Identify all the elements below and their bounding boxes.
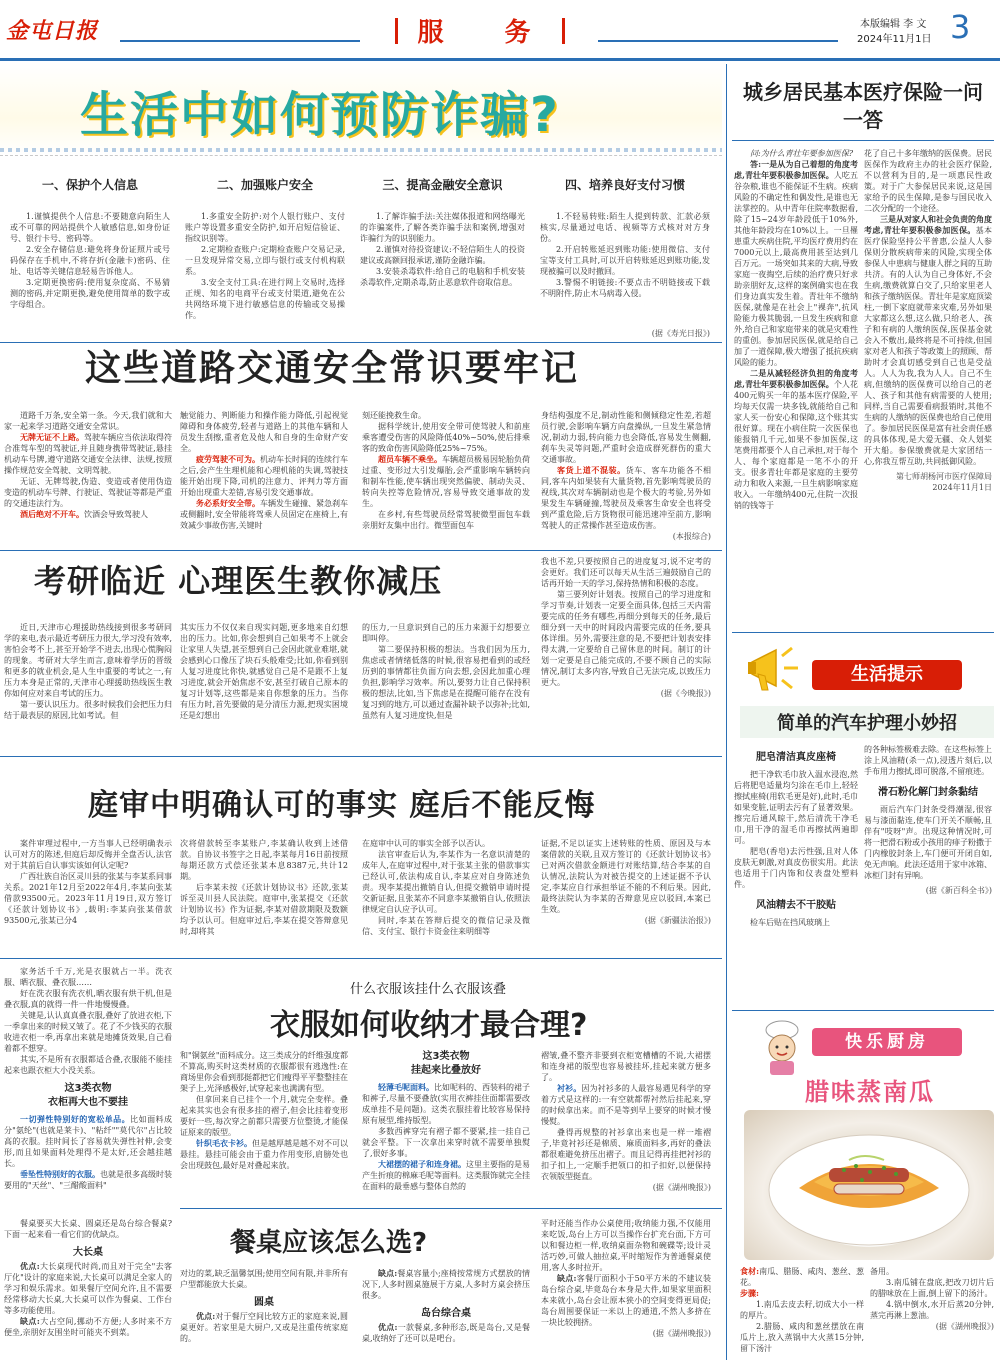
fraud-banner (0, 64, 722, 156)
chef-icon (752, 1018, 812, 1078)
clothes-subhead-2: 这3类衣物 挂起来比叠放好 (411, 1051, 481, 1076)
traffic-para: 无牌无证不上路。驾驶车辆应当依法取得符合准驾车型的驾驶证,并且随身携带驾驶证,悬挂机动车号牌,遵守道路交通安全法律、法规,按照操作规范安全驾驶、文明驾驶。 (4, 432, 172, 475)
table-source: (据《湖州晚报》) (652, 1329, 711, 1338)
clothes-para: 大裙摆的裙子和连身裙。这里主要指的是易产生折痕的棉麻毛呢等面料。这类服饰就完全挂在面料的最垂感与整体自然的 (362, 1159, 530, 1191)
court-col-4 (541, 838, 711, 926)
table-para: 对边的菜,缺乏温馨氛围;使用空间有限,并非所有户型都能放大长桌。 (180, 1269, 348, 1289)
recipe-step: 2.腊肠、咸肉和葱丝摆放在南瓜片上,放入蒸锅中大火蒸15分钟,留下汤汁 (740, 1322, 864, 1353)
clothes-col-3 (362, 1050, 530, 1192)
table-title: 餐桌应该怎么选? (230, 1228, 428, 1258)
traffic-para: 疲劳驾驶不可为。机动车长时间的连续行车之后,会产生生理机能和心理机能的失调,驾驶技能开始出现下降,司机的注意力、评判力等方面开始出现重大差错,容易引发交通事故。 (180, 454, 348, 497)
divider (0, 958, 722, 959)
masthead-rule (0, 58, 1000, 61)
fraud-heading-2: 二、加强账户安全 (216, 178, 313, 192)
fraud-para: 3.警惕不明链接:不要点击不明链接或下载不明附件,防止木马病毒入侵。 (540, 278, 710, 298)
fraud-heading-4: 四、培养良好支付习惯 (564, 178, 685, 192)
traffic-para: 客货上道不混装。货车、客车功能各不相同,客车内如果装有大量货物,首先影响驾驶员的视线,其次对车辆制动也是个极大的考验,另外如果发生车辆碰撞,驾驶员及乘客生命安全也将受到严重危险,后方货物很可能迅速冲至前方,影响驾驶人的正常操作甚至造成伤害。 (541, 465, 711, 530)
table-col-3 (362, 1268, 530, 1344)
table-col-1 (4, 1218, 172, 1338)
car-source: (据《新百科全书》) (925, 886, 992, 895)
recipe-step: 3.南瓜铺在盘底,把改刀切片后的腊味放在上面,倒上留下的汤汁。 (870, 1278, 994, 1298)
recipe-photo (744, 1110, 994, 1260)
table-para: 缺点:大占空间,挪动不方便;人多时来不方便坐,亲朋好友围坐时可能夹不到菜。 (4, 1316, 172, 1337)
fraud-para: 1.谨慎提供个人信息:不要随意向陌生人或不可靠的网站提供个人敏感信息,如身份证号、银行卡号、密码等。 (10, 212, 170, 243)
traffic-col-2 (180, 410, 348, 531)
fraud-para: 2.安全存储信息:避免将身份证照片或号码保存在手机中,不将存折(金融卡)密码、住址、电话等关键信息轻易告诉他人。 (10, 245, 170, 276)
fraud-para: 1.了解诈骗手法:关注媒体报道和网络曝光的诈骗案件,了解各类诈骗手法和案例,增强对诈骗行为的识别能力。 (360, 212, 525, 243)
section-label: 服 务 (417, 18, 557, 48)
exam-para: 我也不差,只要按照自己的进度复习,说不定考的会更好。我们还可以每天从生活三遍鼓励自己的话再开始一天的学习,保持热情和积极的态度。 (541, 557, 711, 588)
exam-col-2 (180, 622, 348, 721)
insurance-title: 城乡居民基本医疗保险一问一答 (743, 80, 983, 132)
insurance-para: 花了自己十多年缴纳的医保费。居民医保作为政府主办的社会医疗保险,不以营利为目的,是一项惠民性政策。对于广大参保居民来说,这是国家给予的民生保障,是参与国民收入二次分配的一个途径。 (864, 149, 992, 213)
traffic-lead: 酒后绝对不开车。 (20, 509, 84, 519)
section-title (370, 12, 590, 48)
exam-para: 的压力,一旦意识到自己的压力来源于幻想要立即叫停。 (362, 623, 530, 643)
court-para: 案件审理过程中,一方当事人已经明确表示认可对方的陈述,但庭后却反悔并全盘否认,法官对于其前后自认事实该如何认定呢? (4, 839, 172, 870)
traffic-col-3 (362, 410, 530, 531)
megaphone-icon (746, 638, 802, 698)
court-para: 广西壮族自治区灵川县的张某与李某系同事关系。2021年12月至2022年4月,李某向张某借款93500元。2023年11月19日,双方签订《还款计划协议书》,载明:李某向张某借款93500元,张某已分4 (4, 872, 172, 925)
traffic-para: 触觉能力、判断能力和操作能力降低,引起视觉障碍和身体疲劳,轻者与道路上的其他车辆和人员发生刮擦,重者危及他人和自身的生命财产安全。 (180, 411, 348, 453)
exam-col-3 (362, 622, 530, 721)
clothes-para: 其实,不是所有衣服都适合叠,衣服能不能挂起来也跟衣柜大小没关系。 (4, 1055, 172, 1075)
car-col-2 (864, 744, 992, 896)
traffic-col-4 (541, 410, 711, 542)
recipe-ingredients: 食材:南瓜、腊肠、咸肉、葱丝、葱花。 (740, 1266, 864, 1287)
clothes-col-1 (4, 966, 172, 1191)
insurance-date: 2024年11月1日 (932, 483, 992, 492)
traffic-col-1 (4, 410, 172, 520)
clothes-para: 衬衫。因为衬衫多的人最容易遇见科学的穿着方式是这样的:一有空就都帮衬然后挂起来,穿的时候拿出来。而不是等到早上要穿的时候才慢慢熨。 (541, 1083, 711, 1126)
insurance-question: 问:为什么青壮年要参加医保? (750, 149, 853, 158)
fraud-para: 3.安装杀毒软件:给自己的电脑和手机安装杀毒软件,定期杀毒,防止恶意软件窃取信息。 (360, 267, 525, 287)
traffic-para: 刻还能挽救生命。 (362, 411, 426, 420)
clothes-lead: 轻薄毛呢面料。 (378, 1082, 434, 1092)
recipe-col-1 (740, 1266, 864, 1354)
traffic-lead: 无牌无证不上路。 (20, 432, 84, 442)
clothes-kicker: 什么衣服该挂什么衣服该叠 (350, 982, 507, 997)
traffic-lead: 超员车辆不乘坐。 (378, 454, 442, 464)
clothes-para: 轻薄毛呢面料。比如呢料的、西装料的裙子和裤子,尽量不要叠放(实用衣裤挂住面都需要改成单挂不是问题)。这类衣服挂着比较容易保持原有展型,维持版型。 (362, 1082, 530, 1125)
exam-para: 其实压力不仅仅来自现实问题,更多地来自幻想出的压力。比如,你会想到自己如果考不上就会让家里人失望,甚至想到自己会因此就业难堪,就会感到心口像压了块石头般难受;比如,你看到别人复习进度比你快,就感觉自己是不是跟不上复习进度,就会开始焦虑不安,甚至打破自己原本的复习计划等,这些都是来自你想象的压力。当你有压力时,首先要做的是分清压力源,把现实困境还是幻想出 (180, 623, 348, 720)
exam-col-4 (541, 556, 711, 699)
table-col-2 (180, 1268, 348, 1344)
table-para: 餐桌要买大长桌、圆桌还是岛台综合餐桌?下面一起来看一看它们的优缺点。 (4, 1219, 172, 1239)
traffic-para: 在乡村,有些驾驶员经常驾驶微型面包车载亲朋好友集中出行。微型面包车 (362, 510, 530, 530)
court-para: 证据,不足以证实上述转账的性质、原因及与本案借款的关联,且双方签订的《还款计划协议书》已对两次借款金额进行对账结算,结合李某的自认情况,法院认为对被告提交的上述证据不予认定,李某应自行承担举证不能的不利后果。因此,最终法院认为李某的否辩意见应以驳回,本案已生效。 (541, 839, 711, 914)
clothes-lead: 大裙摆的裙子和连身裙。 (378, 1159, 466, 1169)
recipe-title: 腊味蒸南瓜 (805, 1077, 935, 1106)
section-bar-right (562, 18, 565, 44)
fraud-heading-3: 三、提高金融安全意识 (382, 178, 503, 192)
divider (732, 140, 994, 141)
tips-tag: 生活提示 (812, 660, 962, 690)
clothes-para: 垂坠性特别好的衣服。也就是很多高级时装要用的"天丝"、"三醋酸面料" (4, 1169, 172, 1190)
exam-source: (据《今晚报》) (660, 689, 711, 698)
clothes-para: 一切弹性特别好的宽松单品。比如面料成分"氨纶"(也就是莱卡)、"粘纤""莫代尔"占比较高的衣服。挂时间长了容易就失弹性衬伸,会变形,而且如果面料处理得不是太好,还会越挂越长。 (4, 1114, 172, 1168)
clothes-para: 叠得再规整的衬衫拿出来也是一样一堆褶子,毕竟衬衫还是棉质、麻质面料多,再好的叠法都很难避免挤压出褶子。而且记得再挂把衬衫的扣子扣上,一定顺手把领口的扣子扣好,以便保持衣领版型挺直。 (541, 1128, 711, 1181)
car-para: 肥皂(香皂)去污性强,且对人体皮肤无刺激,对真皮伤很实用。此法也适用于门内饰和仪表盘处塑料件。 (734, 847, 858, 889)
table-para: 缺点:客餐厅面积小于50平方米的不建议装岛台综合桌,毕竟岛台本身是大件,如果家里面积本来就小,岛台会让原本狭小的空间变得更局促;岛台周围要保证一米以上的通道,不然人多挤在一块比较拥挤。 (541, 1273, 711, 1327)
clothes-subhead-1: 这3类衣物 衣柜再大也不要挂 (48, 1083, 128, 1108)
table-para: 平时还能当作办公桌使用;收纳能力强,不仅能用来吃饭,岛台上方可以当操作台扩充台面,下方可以和餐边柜一样,收纳桌面杂物和碗碟等;设计灵活巧妙,可做人抽拉桌,平时缩短作为普通餐桌使用,客人多时拉开。 (541, 1219, 711, 1272)
newspaper-logo: 金屯日报 (6, 18, 99, 44)
table-para: 缺点:餐桌容量小;座椅按常规方式摆放的情况下,人多时圆桌施展于方桌,人多时方桌会挤压很多。 (362, 1268, 530, 1300)
car-para: 雨后汽车门封条受得潮湿,很容易与漆面黏连,使车门开关不顺畅,且伴有"吱呀"声。出现这种情况时,可将一把滑石粉或小孩用的痱子粉撒于门内橡胶封条上,车门便可开闭自如,免无声响。此法还适用于家中冰箱、冰柜门封有异响。 (864, 805, 992, 880)
exam-para: 第一要认识压力。很多时候我们会把压力归结于最表层的原因,比如考试。但 (4, 700, 172, 720)
traffic-lead: 务必系好安全带。 (196, 498, 260, 508)
divider (180, 1208, 722, 1209)
car-para: 的各种标签极难去除。在这些标签上涂上风油精(杀一点),浸透片刻后,以手布用力擦拭,即可脱落,不留痕迹。 (864, 745, 992, 776)
recipe-source: (据《湖州晚报》) (935, 1322, 994, 1331)
court-title: 庭审中明确认可的事实 庭后不能反悔 (88, 788, 596, 823)
fraud-col-4 (540, 176, 710, 299)
fraud-heading-1: 一、保护个人信息 (41, 178, 138, 192)
divider (732, 1010, 994, 1011)
fraud-para: 2.开启转账延迟到账功能:使用微信、支付宝等支付工具时,可以开启转账延迟到账功能,发现被骗可以及时撤回。 (540, 245, 710, 276)
logo-separator (120, 40, 360, 42)
clothes-lead: 衬衫。 (557, 1083, 582, 1093)
court-col-3 (362, 838, 530, 937)
clothes-para: 但拿回来自已挂个一个月,就完全变样。叠起来其实也会有很多挂的褶子,但会比挂着变形要好一些,每次穿之前都只需要方位整烫,才能保证原来的版型。 (180, 1095, 348, 1137)
divider (0, 756, 722, 757)
fraud-title: 生活中如何预防诈骗? (80, 87, 560, 143)
masthead (0, 0, 1000, 62)
table-para: 优点:一款餐桌,多种形态,既是岛台,又是餐桌,收纳好了还可以是吧台。 (362, 1322, 530, 1343)
recipe-step: 1.南瓜去皮去籽,切成大小一样的厚片。 (740, 1300, 864, 1320)
fraud-para: 2.谨慎对待投资建议:不轻信陌生人的投资建议或高额回报承诺,谨防金融诈骗。 (360, 245, 525, 265)
clothes-para: 多数西裤穿完有褶子都不要紧,挂一挂自己就会平整。下一次拿出来穿时就不需要单独熨了,很好多事。 (362, 1127, 530, 1158)
court-para: 后李某未按《还款计划协议书》还款,张某诉至灵川县人民法院。庭审中,张某提交《还款计划协议书》作为证据,李某对借款期限及数额均予以认可。但庭审过后,李某在提交答辩意见时,却将其 (180, 883, 348, 936)
court-source: (据《新疆法治报》) (644, 916, 711, 925)
recipe-col-2 (870, 1266, 994, 1332)
car-para: 检车后贴在挡风玻璃上 (750, 918, 830, 927)
court-para: 法官审查后认为,李某作为一名意识清楚的成年人,在庭审过程中,对于张某主张的借款事实已经认可,依法构成自认,李某应对自身陈述负责。现李某提出撤销自认,但提交撤销申请时提交新证据,且张某亦不同意李某撤销自认,依照法律规定自认应予认可。 (362, 850, 530, 914)
court-para: 同时,李某在答辩后提交的微信记录及微信、支付宝、银行卡资金往来明细等 (362, 916, 530, 936)
car-subhead: 肥皂清洁真皮座椅 (756, 752, 836, 763)
traffic-para: 据科学统计,使用安全带可使驾驶人和前座乘客遭受伤害的风险降低40%~50%,使后排乘客的致命伤害风险降低25%~75%。 (362, 422, 530, 453)
court-col-2 (180, 838, 348, 937)
fraud-para: 3.安全支付工具:在进行网上交易时,选择正规、知名的电商平台或支付渠道,避免在公共网络环境下进行敏感信息的传输或交易操作。 (185, 278, 345, 320)
table-subhead: 大长桌 (73, 1247, 103, 1258)
court-col-1 (4, 838, 172, 926)
insurance-col-1 (734, 148, 858, 511)
recipe-step: 备用。 (870, 1267, 894, 1276)
page-editor: 本版编辑 李 文 (860, 19, 927, 30)
page-number: 3 (950, 8, 971, 46)
clothes-col-2 (180, 1050, 348, 1171)
court-para: 次将借款转至李某账户,李某确认收到上述借款。自协议书签字之日起,李某每月16日前按照每期还款方式偿还张某本息8387元,共计12期。 (180, 839, 348, 881)
table-para: 优点:大长桌现代时尚,而且对于完全"去客厅化"设计的家庭来说,大长桌可以满足全家人的学习和娱乐需求。如果餐厅空间允许,且不需要经常移动大长桌,大长桌可以作为餐桌、工作台等多功能使用。 (4, 1261, 172, 1315)
recipe-steps-label: 步骤: (740, 1288, 759, 1298)
traffic-para: 超员车辆不乘坐。车辆超员极易因轮胎负荷过重、变形过大引发爆胎,会严重影响车辆转向和制车性能,使车辆出现突然偏驶、制动失灵、转向失控等危险情况,容易导致交通事故的发生。 (362, 454, 530, 508)
divider (732, 632, 994, 633)
exam-col-1 (4, 622, 172, 721)
court-para: 在庭审中认可的事实全部予以否认。 (362, 839, 490, 848)
car-tips-title: 简单的汽车护理小妙招 (740, 706, 994, 738)
clothes-lead: 针织毛衣卡衫。 (196, 1138, 252, 1148)
insurance-para: 二是从减轻经济负担的角度考虑,青壮年要积极参加医保。个人花400元购买一年的基本医疗保险,平均每天仅需一块多钱,就能给自己和家人买一份安心和保障,这个账其实很好算。现在小病住院一次医保也能报销几千元,如果不参加医保,这笔费用都要个人自己承担,对于每个人、每个家庭都是一笔不小的开支。很多青壮年都是家庭的主要劳动力和收入来源,一旦生病影响家庭收入。一年缴纳400元,住院一次报销的钱等于 (734, 368, 858, 510)
traffic-para: 酒后绝对不开车。饮酒会导致驾驶人 (20, 509, 148, 519)
section-bar-left (395, 18, 398, 44)
clothes-lead: 一切弹性特别好的宽松单品。 (20, 1114, 131, 1124)
car-subhead: 风油精去不干胶贴 (756, 900, 836, 911)
table-para: 优点:对于餐厅空间比较方正的家庭来说,圆桌更好。若家里是大厨户,又或是注重传统家庭的。 (180, 1311, 348, 1343)
recipe-step: 4.锅中倒水,水开后蒸20分钟,蒸完再淋上葱油。 (870, 1300, 994, 1320)
traffic-lead: 疲劳驾驶不可为。 (196, 454, 260, 464)
clothes-title: 衣服如何收纳才最合理? (270, 1008, 588, 1043)
table-col-4 (541, 1218, 711, 1339)
table-subhead: 圆桌 (254, 1297, 274, 1308)
insurance-para: 三是从对家人和社会负责的角度考虑,青壮年要积极参加医保。基本医疗保险坚持公平普惠,公益人人参保则分散疾病带来的风险,实现全体参保人中患病与健康人群之间的互助共济。有的人认为自己身体好,不会生病,缴费就算白交了,只给家里老人和孩子缴纳医保。青壮年是家庭顶梁柱,一倒下家庭就带来灾难,另外如果大家都这么想,这么做,只给老人、孩子和有病的人缴纳医保,医保基金就会入不敷出,最终将是不可持续,但国家对老人和孩子等政策上的照顾、帮助时才会真切感受到自己也是受益人。人人为我,我为人人。自己不生病,但缴纳的医保费可以给自己的老人、孩子和其他有病需要的人使用;同样,当自己需要看病报销时,其他不生病的人缴纳的医保费也给自己使用了。参加居民医保是富有社会责任感的具体体现,是大爱无疆、众人划桨开大船。参保缴费就是大家团结一心,你我互帮互助,共同抵御风险。 (864, 214, 992, 466)
traffic-para: 无证、无牌驾驶,伪造、变造或者使用伪造变造的机动车号牌、行驶证、驾驶证等都是严重的交通违法行为。 (4, 477, 172, 508)
clothes-col-4 (541, 1050, 711, 1193)
fraud-source: (据《寿光日报》) (651, 329, 710, 338)
fraud-para: 2.定期检查账户:定期检查账户交易记录,一旦发现异常交易,立即与银行或支付机构联系。 (185, 245, 345, 276)
column-divider (726, 64, 727, 1360)
clothes-para: 和"铜氨丝"面料成分。这三类成分的纤维强度都不算高,购买时这类材质的衣服都很有逃逸性:在商场里你会看到那挺都把它们瘦得平平整整挂在架子上,光泽感极好,试穿起来也满满有型。 (180, 1051, 348, 1093)
fraud-para: 3.定期更换密码:使用复杂度高、不易猜测的密码,并定期更换,避免使用简单的数字或字母组合。 (10, 278, 170, 309)
exam-para: 第二要保持积极的想法。当我们因为压力,焦虑或者情绪低落的时候,很容易把看到的或经历到的事情都往负面方向去想,会因此加重心理负担,影响学习效率。所以,要努力让自己保持积极的想法,比如,当下焦虑是在提醒可能存在没有复习到的地方,可以通过查漏补缺予以弥补;比如,虽然有人复习进度快,但是 (362, 645, 530, 720)
fraud-col-1 (10, 176, 170, 310)
divider (0, 550, 722, 551)
clothes-para: 关键是,认认真真叠衣服,叠好了放进衣柜,下一季拿出来的时候又皱了。花了不少钱买的衣服收进衣柜一季,再拿出来就是地摊货效果,自己看着都不想穿。 (4, 1011, 172, 1053)
car-para: 把干净软毛巾放入温水浸泡,然后将肥皂适量均匀涂在毛巾上,轻轻擦拭座椅(用软毛更是好),此时,毛巾如果变脏,证明去污有了显著效果。擦完后通风晾干,然后清洗干净毛巾,用干净的湿毛巾再擦拭两遍即可。 (734, 770, 858, 845)
traffic-para: 务必系好安全带。车辆发生碰撞、紧急刹车或侧翻时,安全带能将驾乘人员固定在座椅上,有效减少事故伤害,关键时 (180, 498, 348, 530)
traffic-title: 这些道路交通安全常识要牢记 (85, 348, 580, 389)
traffic-source: (本报综合) (672, 532, 711, 541)
page-date: 2024年11月1日 (857, 34, 932, 45)
clothes-lead: 垂坠性特别好的衣服。 (20, 1169, 100, 1179)
clothes-para: 针织毛衣卡衫。但是越厚越是越不对不可以悬挂。悬挂可能会由于重力作用变形,肩膀处也会出现鼓包,最好是对叠起来放。 (180, 1138, 348, 1170)
traffic-para: 身结构强度不足,制动性能和侧倾稳定性差,若超员行驶,会影响车辆方向盘操纵,一旦发生紧急情况,制动力弱,转向能力也会降低,容易发生侧翻,刹车失灵等问题,严重时会造成群死群伤的重大交通事故。 (541, 411, 711, 464)
section-line (598, 40, 838, 42)
clothes-para: 好在洗衣服有洗衣机,晒衣服有烘干机,但是叠衣服,真的就得一件一件地慢慢叠。 (4, 989, 172, 1009)
traffic-para: 道路千万条,安全第一条。今天,我们就和大家一起来学习道路交通安全常识。 (4, 411, 172, 431)
exam-para: 近日,天津市心理援助热线接到很多考研同学的来电,表示最近考研压力很大,学习没有效率,害怕会考不上,甚至开始学不进去,出现心慌胸闷的现象。考研对大学生而言,意味着学历的晋级和更多的就业机会,是人生中重要的考试之一,有压力本身是正常的,天津市心理援助热线医生教你如何应对来自考试的压力。 (4, 623, 172, 698)
clothes-source: (据《湖州晚报》) (652, 1183, 711, 1192)
car-col-1 (734, 744, 858, 928)
traffic-lead: 客货上道不混装。 (557, 465, 626, 475)
fraud-para: 1.不轻易转账:陌生人提到转款、汇款必须核实,尽量通过电话、视频等方式核对对方身份。 (540, 212, 710, 243)
table-subhead: 岛台综合桌 (421, 1308, 471, 1319)
exam-title: 考研临近 心理医生教你减压 (34, 562, 443, 600)
fraud-col-3 (360, 176, 525, 288)
fraud-col-2 (185, 176, 345, 321)
exam-para: 第三要列好计划表。按照自己的学习进度和学习节奏,计划表一定要全面具体,包括三天内需要完成的任务有哪些,再细分到每天的任务,最后细分到一天中的时间段内需要完成的任务,要具体详细。另外,需要注意的是,不要把计划表安排得太满,一定要给自己留休息的时间。制订的计划一定要是自己能完成的,不要不顾自己的实际情况,制订太多内容,导致自己无法完成,以致压力更大。 (541, 590, 711, 687)
clothes-para: 家务活千千万,光是衣服就占一半。洗衣服、晒衣服、叠衣服…… (4, 967, 172, 987)
insurance-col-2 (864, 148, 992, 493)
kitchen-tag: 快乐厨房 (812, 1028, 962, 1056)
insurance-para: 答:一是从为自己着想的角度考虑,青壮年要积极参加医保。人吃五谷杂粮,谁也不能保证不生病。疾病风险的不确定性和偶发性,是谁也无法掌控的。从中青年住院率数据看,除了15~24岁年龄段低于10%外,其他年龄段均在10%以上。一旦罹患重大疾病住院,平均医疗费用约在7000元以上,最高费用甚至达到几百万元。一场突如其来的大病,导致家庭一夜掏空,后续的治疗费只好求助亲朋好友,这样的案例确实也在我们身边真实发生着。青壮年不缴纳医保,就像是在社会上"裸奔",抗风险能力极其脆弱,一旦发生疾病和意外,给自己和家庭带来的就是灾难性的重创。参加居民医保,就是给自己加了一道保障,极大增强了抵抗疾病风险的能力。 (734, 159, 858, 367)
car-subhead: 滑石粉化解门封条黏结 (878, 787, 978, 798)
insurance-sign: 第七师胡杨河市医疗保障局 (896, 472, 992, 481)
clothes-para: 褶皱,叠不整齐非要到衣柜宽槽槽的不说,大裙摆和连身裙的版型也容易被挂坏,挂起来就方便多了。 (541, 1051, 711, 1082)
fraud-para: 1.多重安全防护:对个人银行账户、支付账户等设置多重安全防护,如开启短信验证、指纹识别等。 (185, 212, 345, 243)
fraud-banner-stripe (0, 148, 722, 152)
